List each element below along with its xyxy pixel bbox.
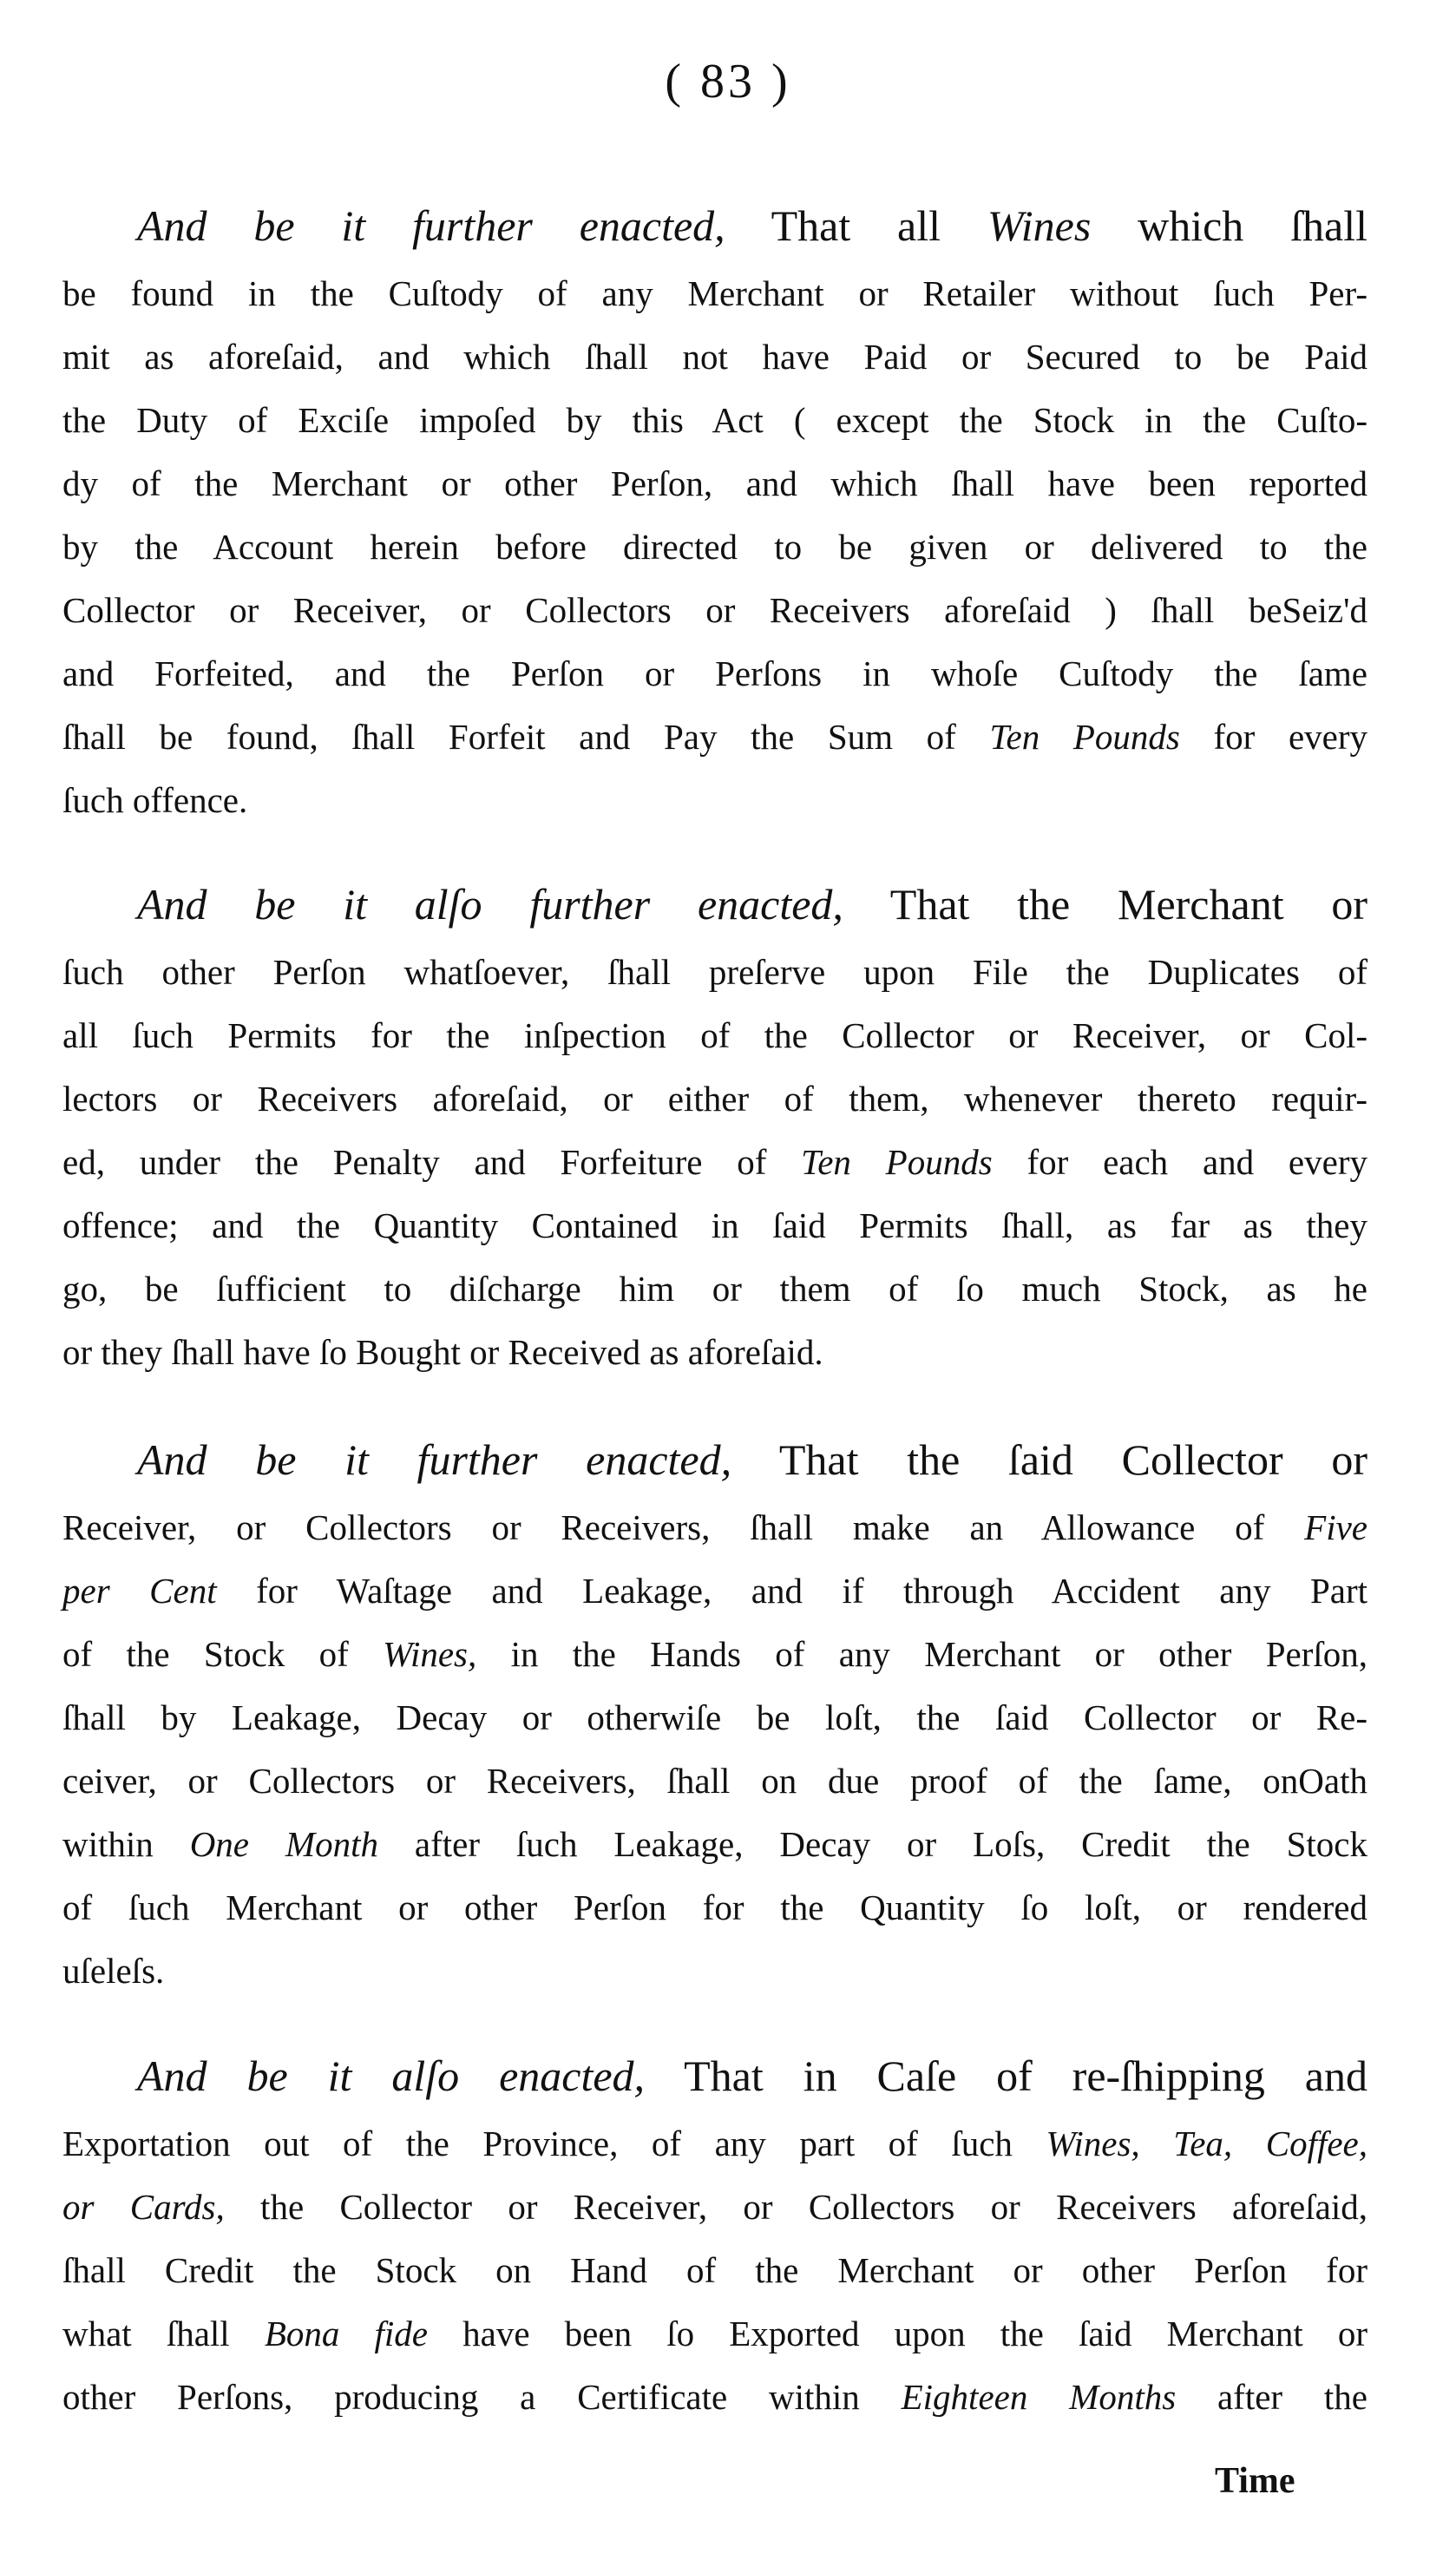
text-run: the Duty of Exciſe impoſed by this Act ( except the Stock in the Cuſto- xyxy=(62,400,1367,440)
text-run: of ſuch Merchant or other Perſon for the Quantity ſo loſt, or rendered xyxy=(62,1887,1367,1927)
text-line xyxy=(62,262,1367,325)
text-run: offence; and the Quantity Contained in ſaid Permits ſhall, as far as they xyxy=(62,1205,1367,1245)
text-line xyxy=(62,1194,1367,1257)
text-run: within xyxy=(62,1824,190,1864)
text-line xyxy=(62,1067,1367,1131)
text-run: mit as aforeſaid, and which ſhall not have Paid or Secured to be Paid xyxy=(62,337,1367,377)
text-run: what ſhall xyxy=(62,2314,265,2353)
text-run: which ſhall xyxy=(1091,201,1367,250)
text-run: go, be ſufficient to diſcharge him or them of ſo much Stock, as he xyxy=(62,1269,1367,1309)
text-run: That in Caſe of re-ſhipping and xyxy=(645,2051,1367,2100)
text-line xyxy=(62,325,1367,389)
text-line xyxy=(62,579,1367,642)
text-line xyxy=(62,1940,1367,2003)
italic-run: Wines xyxy=(987,201,1092,250)
text-line xyxy=(62,2112,1367,2176)
text-run: in the Hands of any Merchant or other Perſon, xyxy=(476,1634,1367,1674)
text-line xyxy=(62,1876,1367,1940)
text-run: ed, under the Penalty and Forfeiture of xyxy=(62,1142,802,1182)
text-run: That the ſaid Collector or xyxy=(731,1435,1367,1484)
text-run: be found in the Cuſtody of any Merchant or Retailer without ſuch Per- xyxy=(62,273,1367,313)
italic-run: Eighteen Months xyxy=(901,2377,1177,2417)
text-run: ſhall be found, ſhall Forfeit and Pay the Sum of xyxy=(62,717,990,757)
paragraph-1 xyxy=(62,189,1367,832)
text-run: after the xyxy=(1176,2377,1367,2417)
text-line xyxy=(62,1686,1367,1749)
italic-run: Five xyxy=(1304,1507,1367,1547)
text-run: ſuch offence. xyxy=(62,780,248,820)
text-line xyxy=(62,2239,1367,2302)
text-run: for Waſtage and Leakage, and if through Accident any Part xyxy=(216,1571,1367,1611)
italic-run: Ten Pounds xyxy=(989,717,1180,757)
text-run: the Collector or Receiver, or Collectors or Receivers aforeſaid, xyxy=(224,2187,1367,2227)
text-run: ſhall by Leakage, Decay or otherwiſe be loſt, the ſaid Collector or Re- xyxy=(62,1697,1367,1737)
text-run: for each and every xyxy=(992,1142,1367,1182)
text-run: dy of the Merchant or other Perſon, and which ſhall have been reported xyxy=(62,463,1367,503)
text-line xyxy=(62,941,1367,1004)
text-run: Receiver, or Collectors or Receivers, ſhall make an Allowance of xyxy=(62,1507,1305,1547)
text-run: Exportation out of the Province, of any part of ſuch xyxy=(62,2123,1046,2163)
text-line xyxy=(62,1004,1367,1067)
italic-run: or Cards, xyxy=(62,2187,225,2227)
text-run: ſuch other Perſon whatſoever, ſhall preſerve upon File the Duplicates of xyxy=(62,952,1367,992)
text-line xyxy=(62,1559,1367,1623)
text-run: That all xyxy=(725,201,987,250)
italic-run: And be it alſo further enacted, xyxy=(137,880,843,929)
paragraph-4 xyxy=(62,2039,1367,2429)
text-run: uſeleſs. xyxy=(62,1951,165,1991)
text-run: or they ſhall have ſo Bought or Received as aforeſaid. xyxy=(62,1332,823,1372)
text-line xyxy=(62,189,1367,262)
italic-run: Wines, xyxy=(383,1634,477,1674)
text-run: after ſuch Leakage, Decay or Loſs, Credit the Stock xyxy=(377,1824,1367,1864)
text-line xyxy=(62,1257,1367,1321)
text-line xyxy=(62,769,1367,832)
text-line xyxy=(62,1321,1367,1384)
text-run: all ſuch Permits for the inſpection of the Collector or Receiver, or Col- xyxy=(62,1015,1367,1055)
catchword: Time xyxy=(1215,2461,1295,2501)
italic-run: And be it alſo enacted, xyxy=(137,2051,646,2100)
text-line xyxy=(62,2302,1367,2366)
italic-run: And be it further enacted, xyxy=(137,201,725,250)
text-line xyxy=(62,1496,1367,1559)
text-line xyxy=(62,1131,1367,1194)
italic-run: One Month xyxy=(189,1824,378,1864)
page-number: ( 83 ) xyxy=(665,55,791,108)
text-line xyxy=(62,452,1367,515)
italic-run: And be it further enacted, xyxy=(137,1435,732,1484)
text-line xyxy=(62,868,1367,941)
italic-run: Bona fide xyxy=(264,2314,429,2353)
text-run: and Forfeited, and the Perſon or Perſons in whoſe Cuſtody the ſame xyxy=(62,653,1367,693)
text-run: other Perſons, producing a Certificate within xyxy=(62,2377,902,2417)
text-line xyxy=(62,642,1367,706)
text-line xyxy=(62,1623,1367,1686)
text-line xyxy=(62,1813,1367,1876)
text-run: ceiver, or Collectors or Receivers, ſhall on due proof of the ſame, onOath xyxy=(62,1761,1367,1801)
text-line xyxy=(62,2176,1367,2239)
text-line xyxy=(62,1749,1367,1813)
paragraph-2 xyxy=(62,868,1367,1384)
text-line xyxy=(62,2039,1367,2112)
text-line xyxy=(62,2366,1367,2429)
text-line xyxy=(62,706,1367,769)
text-run: have been ſo Exported upon the ſaid Merchant or xyxy=(428,2314,1367,2353)
text-line xyxy=(62,389,1367,452)
text-run: by the Account herein before directed to be given or delivered to the xyxy=(62,527,1367,567)
italic-run: per Cent xyxy=(62,1571,217,1611)
paragraph-3 xyxy=(62,1423,1367,2003)
text-run: That the Merchant or xyxy=(843,880,1367,929)
text-run: of the Stock of xyxy=(62,1634,384,1674)
italic-run: Ten Pounds xyxy=(801,1142,993,1182)
text-run: for every xyxy=(1179,717,1367,757)
text-run: Collector or Receiver, or Collectors or Receivers aforeſaid ) ſhall beSeiz'd xyxy=(62,590,1367,630)
italic-run: Wines, Tea, Coffee, xyxy=(1046,2123,1368,2163)
text-run: lectors or Receivers aforeſaid, or either of them, whenever thereto requir- xyxy=(62,1079,1367,1119)
text-line xyxy=(62,515,1367,579)
text-run: ſhall Credit the Stock on Hand of the Merchant or other Perſon for xyxy=(62,2250,1367,2290)
text-line xyxy=(62,1423,1367,1496)
